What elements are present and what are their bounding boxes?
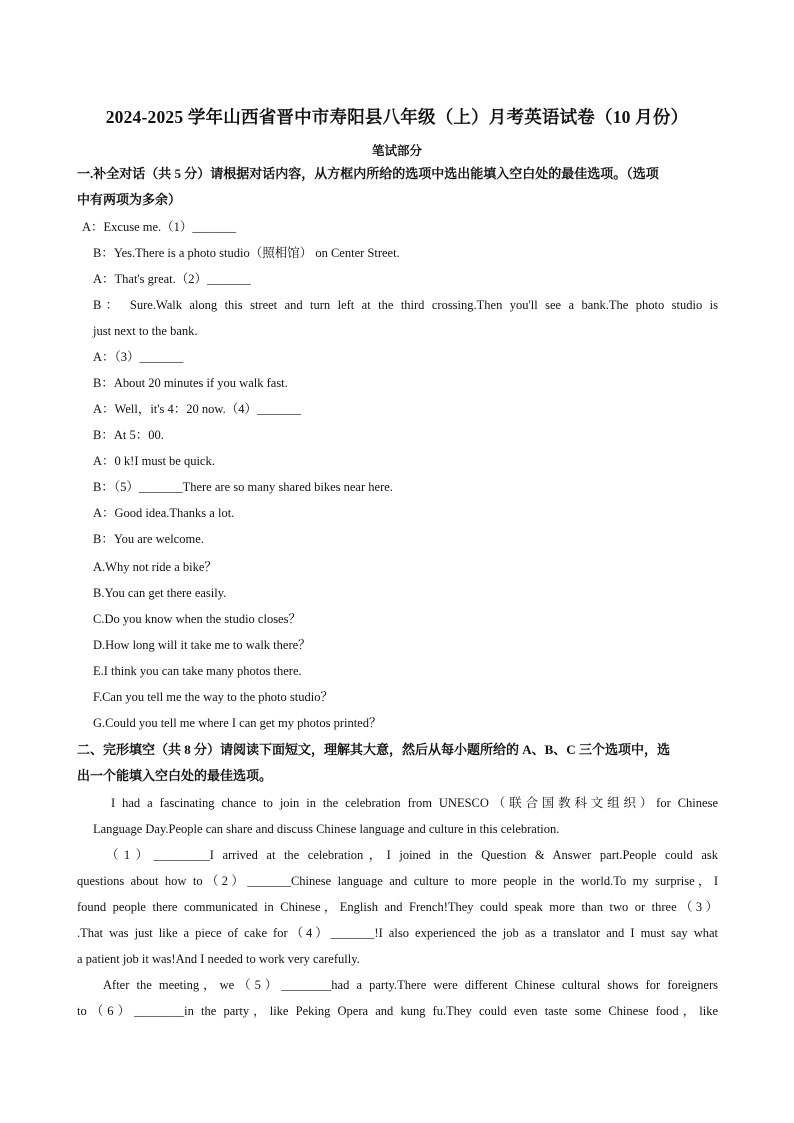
option-item: G.Could you tell me where I can get my photos printed？ xyxy=(93,716,382,730)
dialogue-line: A：0 k!I must be quick. xyxy=(93,454,215,468)
passage-line: questions about how to（2）_______Chinese language and culture to more people in the world.To my surprise，I xyxy=(77,874,718,888)
dialogue-line: A：Good idea.Thanks a lot. xyxy=(93,506,235,520)
dialogue-line: B：Yes.There is a photo studio（照相馆） on Center Street. xyxy=(93,246,400,260)
passage-line: a patient job it was!And I needed to work very carefully. xyxy=(77,952,360,966)
passage-line: Language Day.People can share and discuss Chinese language and culture in this celebration. xyxy=(93,822,560,836)
dialogue-line: B：At 5：00. xyxy=(93,428,164,442)
passage-line: After the meeting，we（5）________had a party.There were different Chinese cultural shows for foreigners xyxy=(103,978,718,992)
dialogue-line: B：You are welcome. xyxy=(93,532,204,546)
dialogue-line: A：Well，it's 4：20 now.（4）_______ xyxy=(93,402,301,416)
option-item: E.I think you can take many photos there. xyxy=(93,664,302,678)
section2-heading-line2: 出一个能填入空白处的最佳选项。 xyxy=(77,768,273,783)
option-item: A.Why not ride a bike？ xyxy=(93,560,217,574)
option-item: F.Can you tell me the way to the photo studio？ xyxy=(93,690,333,704)
dialogue-line: A：（3）_______ xyxy=(93,350,184,364)
dialogue-line: B： Sure.Walk along this street and turn left at the third crossing.Then you'll see a bank.The photo studio is xyxy=(93,298,718,312)
passage-line: found people there communicated in Chinese，English and French!They could speak more than two or three（3） xyxy=(77,900,718,914)
passage-line: to（6）________in the party，like Peking Opera and kung fu.They could even taste some Chinese food，like xyxy=(77,1004,718,1018)
dialogue-line: B：About 20 minutes if you walk fast. xyxy=(93,376,288,390)
section1-heading-line1: 一.补全对话（共 5 分）请根据对话内容，从方框内所给的选项中选出能填入空白处的最佳选项。（选项 xyxy=(77,166,659,181)
dialogue-line: A：That's great.（2）_______ xyxy=(93,272,251,286)
dialogue-line: just next to the bank. xyxy=(93,324,198,338)
option-item: C.Do you know when the studio closes？ xyxy=(93,612,301,626)
dialogue-line: B：（5）_______There are so many shared bikes near here. xyxy=(93,480,393,494)
dialogue-line: A：Excuse me.（1）_______ xyxy=(82,220,237,234)
option-item: B.You can get there easily. xyxy=(93,586,227,600)
passage-line: I had a fascinating chance to join in the celebration from UNESCO（联合国教科文组织）for Chinese xyxy=(111,796,718,810)
passage-line: .That was just like a piece of cake for（4）_______!I also experienced the job as a translator and I must say what xyxy=(77,926,718,940)
passage-line: （1）_________I arrived at the celebration，I joined in the Question & Answer part.People could ask xyxy=(106,848,718,862)
option-item: D.How long will it take me to walk there？ xyxy=(93,638,311,652)
section1-heading-line2: 中有两项为多余） xyxy=(77,192,182,207)
page-title: 2024-2025 学年山西省晋中市寿阳县八年级（上）月考英语试卷（10 月份） xyxy=(105,107,689,127)
section2-heading-line1: 二、完形填空（共 8 分）请阅读下面短文，理解其大意，然后从每小题所给的 A、B、C 三个选项中，选 xyxy=(77,742,670,757)
page-subtitle: 笔试部分 xyxy=(371,144,422,158)
